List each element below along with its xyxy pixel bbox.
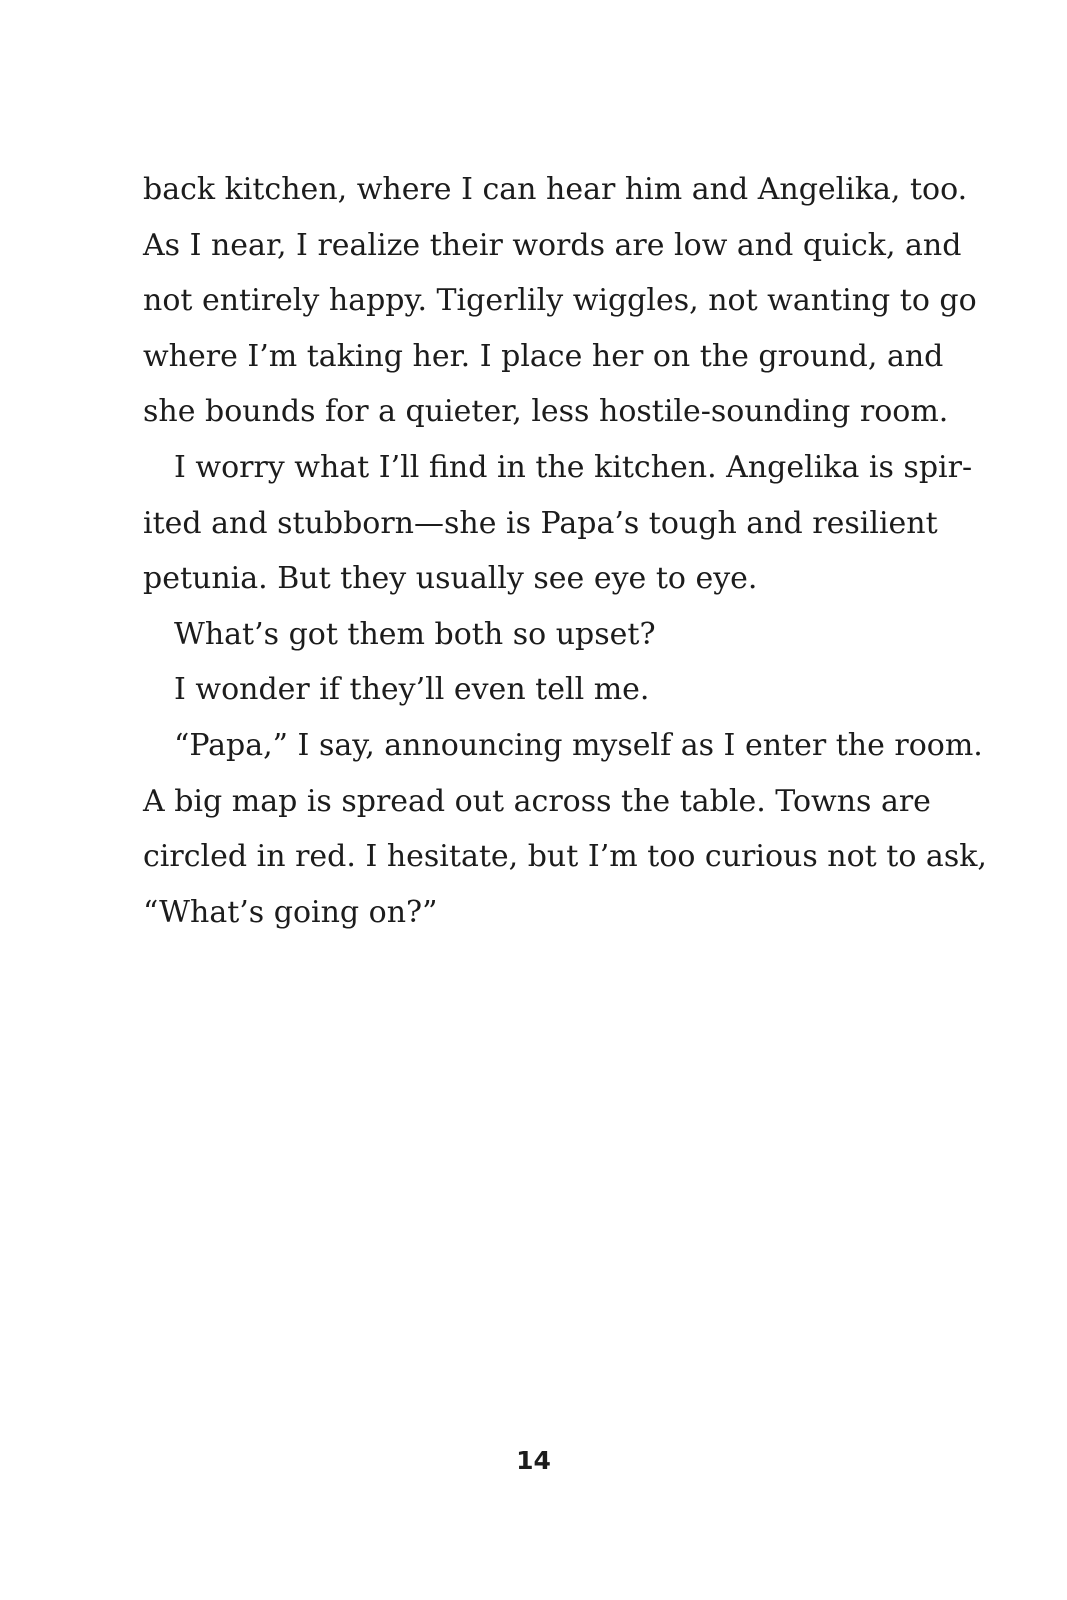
text-line: As I near, I realize their words are low and quick, and (143, 227, 962, 263)
text-line: ited and stubborn—she is Papa’s tough and resilient (143, 505, 938, 541)
text-line: A big map is spread out across the table. Towns are (143, 783, 931, 819)
text-line: where I’m taking her. I place her on the ground, and (143, 338, 944, 374)
text-line: What’s got them both so upset? (174, 616, 656, 652)
text-line: not entirely happy. Tigerlily wiggles, not wanting to go (143, 283, 977, 319)
body-text (143, 162, 987, 940)
text-line: back kitchen, where I can hear him and Angelika, too. (143, 172, 968, 207)
text-line: circled in red. I hesitate, but I’m too curious not to ask, (143, 839, 987, 875)
text-line: “What’s going on?” (143, 894, 438, 930)
text-line: “Papa,” I say, announcing myself as I enter the room. (174, 727, 983, 763)
text-line: I worry what I’ll find in the kitchen. Angelika is spir- (174, 449, 973, 485)
text-line: I wonder if they’ll even tell me. (174, 672, 650, 708)
text-line: petunia. But they usually see eye to eye. (143, 561, 758, 597)
text-line: she bounds for a quieter, less hostile-sounding room. (143, 394, 949, 430)
page-number: 14 (516, 1446, 551, 1475)
